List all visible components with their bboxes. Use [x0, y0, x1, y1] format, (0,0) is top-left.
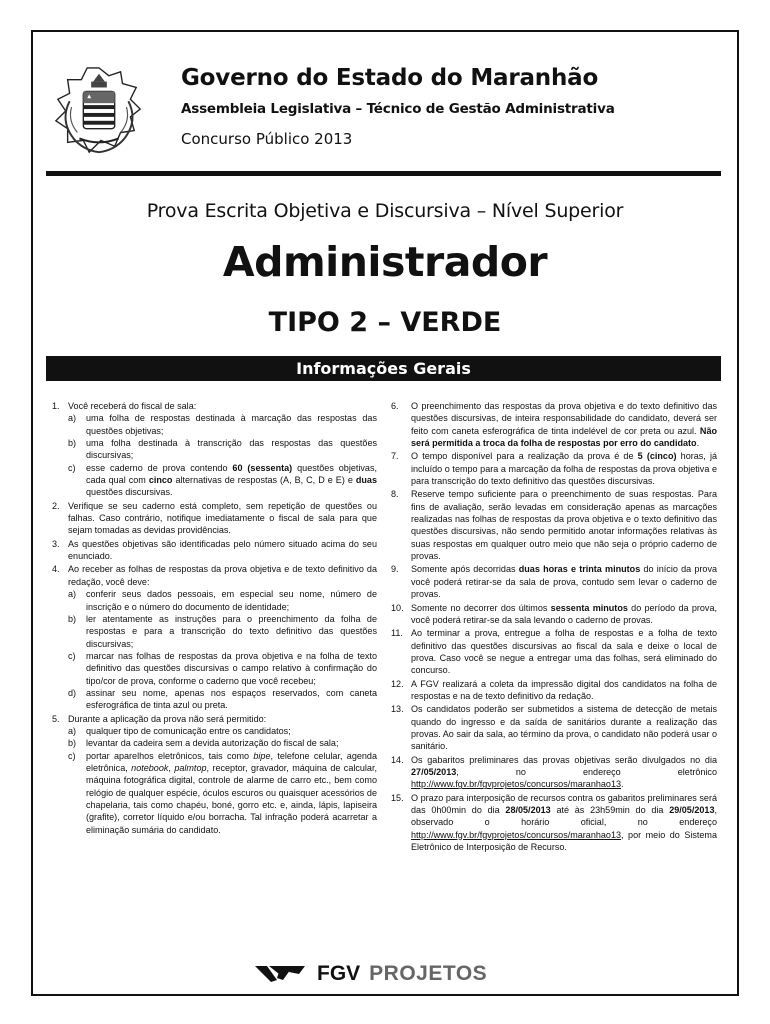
item-text: A FGV realizará a coleta da impressão digital dos candidatos na folha de respostas e na de texto definitivo da redação.	[411, 678, 717, 701]
sub-text: levantar da cadeira sem a devida autorização do fiscal de sala;	[86, 738, 339, 749]
sub-letter: a)	[68, 589, 77, 600]
list-item	[52, 563, 377, 711]
list-item	[391, 792, 717, 854]
sub-text: uma folha de respostas destinada à marcação das respostas das questões objetivas;	[86, 413, 377, 436]
sub-letter: a)	[68, 725, 77, 736]
sub-letter: b)	[68, 613, 77, 624]
sub-text: ler atentamente as instruções para o preenchimento da folha de respostas e para a transcrição do texto definitivo das questões discursivas;	[86, 613, 377, 649]
sub-text: portar aparelhos eletrônicos, tais como bipe, telefone celular, agenda eletrônica, notebook, palmtop, receptor, gravador, máquina de calcular, máquina fotográfica digital, controle de alarme de carro etc., bem como relógio de qualquer espécie, óculos escuros ou quaisquer acessórios de chapelaria, tais como chapéu, boné, gorro etc. e, ainda, lápis, lapiseira (grafite), corretor líquido e/ou borracha. Tal infração poderá acarretar a eliminação sumária do candidato.	[86, 750, 377, 835]
sub-item	[68, 437, 377, 462]
item-number: 14.	[391, 754, 404, 765]
sub-letter: b)	[68, 738, 77, 749]
fgv-projetos-logo	[255, 960, 487, 988]
item-number: 5.	[52, 713, 60, 724]
item-text: O preenchimento das respostas da prova objetiva e do texto definitivo das questões discursivas, de inteira responsabilidade do candidato, deverá ser feito com caneta esferográfica de tinta indelével de cor preta ou azul. Não será permitida a troca da folha de respostas por erro do candidato.	[411, 401, 717, 449]
instructions-right-column	[391, 400, 717, 854]
state-coat-of-arms-icon	[50, 62, 148, 160]
item-text: Os candidatos poderão ser submetidos a sistema de detecção de metais quando do ingresso e da saída de sanitários durante a realização das provas. Ao sair da sala, ao término da prova, o candidato não poderá usar o sanitário.	[411, 704, 717, 752]
sub-letter: c)	[68, 462, 76, 473]
item-text: Ao receber as folhas de respostas da prova objetiva e de texto definitivo da redação, você deve:	[68, 564, 377, 587]
list-item	[391, 754, 717, 791]
sub-text: assinar seu nome, apenas nos espaços reservados, com caneta esferográfica de tinta azul ou preta.	[86, 687, 377, 711]
exam-type-line: Prova Escrita Objetiva e Discursiva – Nível Superior	[146, 200, 624, 222]
item-number: 3.	[52, 538, 60, 549]
item-number: 4.	[52, 564, 60, 575]
position-title: Administrador	[222, 238, 548, 286]
list-item	[52, 400, 377, 499]
item-text: Ao terminar a prova, entregue a folha de respostas e a folha de texto definitivo das questões discursivas ao fiscal da sala e deixe o local de prova. Caso você se negue a entregar uma das folhas, será eliminado do concurso.	[411, 628, 717, 676]
sub-letter: c)	[68, 750, 76, 761]
item-number: 9.	[391, 564, 399, 575]
sub-item	[68, 687, 377, 712]
item-text: Somente no decorrer dos últimos sessenta minutos do período da prova, você poderá retirar-se da sala levando o caderno de provas.	[411, 602, 717, 625]
exam-version: TIPO 2 – VERDE	[268, 307, 502, 338]
sub-item	[68, 725, 377, 737]
sub-item	[68, 412, 377, 437]
instructions-left-column	[52, 400, 377, 837]
sub-text: uma folha destinada à transcrição das respostas das questões discursivas;	[86, 438, 377, 461]
sub-letter: c)	[68, 650, 76, 661]
sub-item	[68, 588, 377, 613]
logo-fgv-text: FGV	[317, 962, 361, 985]
list-item	[391, 400, 717, 449]
header-divider	[46, 171, 721, 176]
sub-item	[68, 613, 377, 650]
item-text: Reserve tempo suficiente para o preenchimento de suas respostas. Para fins de avaliação, serão levadas em consideração apenas as marcações realizadas nas folhas de respostas da prova objetiva e o texto definitivo das questões discursivas, não sendo permitido anotar informações relativas às suas respostas em qualquer outro meio que não seja o próprio caderno de provas.	[411, 489, 717, 562]
item-number: 1.	[52, 401, 60, 411]
header-title: Governo do Estado do Maranhão	[181, 65, 599, 91]
item-text: O prazo para interposição de recursos contra os gabaritos preliminares será das 0h00min do dia 28/05/2013 até às 23h59min do dia 29/05/2013, observado o horário oficial, no endereço http://www.fgv.br/fgvprojetos/concursos/maranhao13, por meio do Sistema Eletrônico de Interposição de Recurso.	[411, 792, 717, 853]
sub-item	[68, 650, 377, 687]
item-text: Verifique se seu caderno está completo, sem repetição de questões ou falhas. Caso contrário, notifique imediatamente o fiscal de sala para que sejam tomadas as devidas providências.	[68, 500, 377, 536]
item-text: Durante a aplicação da prova não será permitido:	[68, 713, 267, 724]
fgv-mark-icon	[255, 964, 307, 984]
sub-item	[68, 750, 377, 836]
item-number: 8.	[391, 489, 399, 500]
item-number: 7.	[391, 451, 399, 462]
item-text: Os gabaritos preliminares das provas objetivas serão divulgados no dia 27/05/2013, no endereço eletrônico http://www.fgv.br/fgvprojetos/concursos/maranhao13.	[411, 754, 717, 790]
item-number: 12.	[391, 678, 404, 689]
item-text: As questões objetivas são identificadas pelo número situado acima do seu enunciado.	[68, 538, 377, 562]
item-text: Você receberá do fiscal de sala:	[68, 401, 197, 411]
recursos-link[interactable]: http://www.fgv.br/fgvprojetos/concursos/maranhao13	[411, 829, 622, 840]
info-heading: Informações Gerais	[46, 356, 721, 381]
gabarito-link[interactable]: http://www.fgv.br/fgvprojetos/concursos/maranhao13	[411, 779, 622, 790]
list-item	[391, 627, 717, 676]
sub-text: esse caderno de prova contendo 60 (sessenta) questões objetivas, cada qual com cinco alternativas de respostas (A, B, C, D e E) e duas questões discursivas.	[86, 462, 377, 498]
list-item	[391, 602, 717, 627]
sub-item	[68, 737, 377, 749]
item-number: 15.	[391, 792, 404, 803]
item-number: 2.	[52, 500, 60, 511]
logo-projetos-text: PROJETOS	[369, 962, 488, 985]
sub-letter: a)	[68, 413, 77, 424]
list-item	[52, 538, 377, 563]
item-number: 11.	[391, 628, 403, 639]
sub-item	[68, 462, 377, 499]
list-item	[391, 563, 717, 600]
list-item	[52, 500, 377, 537]
list-item	[391, 678, 717, 703]
sub-letter: b)	[68, 438, 77, 449]
list-item	[52, 713, 377, 836]
sub-text: marcar nas folhas de respostas da prova objetiva e na folha de texto definitivo das questões discursivas o campo relativo à confirmação do tipo/cor de prova, conforme o caderno que você recebeu;	[86, 650, 377, 686]
header-subtitle: Assembleia Legislativa – Técnico de Gestão Administrativa	[181, 101, 615, 117]
item-text: O tempo disponível para a realização da prova é de 5 (cinco) horas, já incluído o tempo para a marcação da folha de respostas da prova objetiva e para transcrição do texto definitivo das questões discursivas.	[411, 451, 717, 487]
header-year: Concurso Público 2013	[181, 130, 353, 148]
list-item	[391, 703, 717, 752]
sub-letter: d)	[68, 687, 77, 698]
item-number: 6.	[391, 401, 399, 411]
sub-text: conferir seus dados pessoais, em especial seu nome, número de inscrição e o número do documento de identidade;	[86, 589, 377, 612]
list-item	[391, 450, 717, 487]
sub-text: qualquer tipo de comunicação entre os candidatos;	[86, 725, 291, 736]
item-number: 10.	[391, 602, 404, 613]
list-item	[391, 488, 717, 562]
item-number: 13.	[391, 704, 404, 715]
item-text: Somente após decorridas duas horas e trinta minutos do início da prova você poderá retirar-se da sala de prova, contudo sem levar o caderno de provas.	[411, 564, 718, 600]
